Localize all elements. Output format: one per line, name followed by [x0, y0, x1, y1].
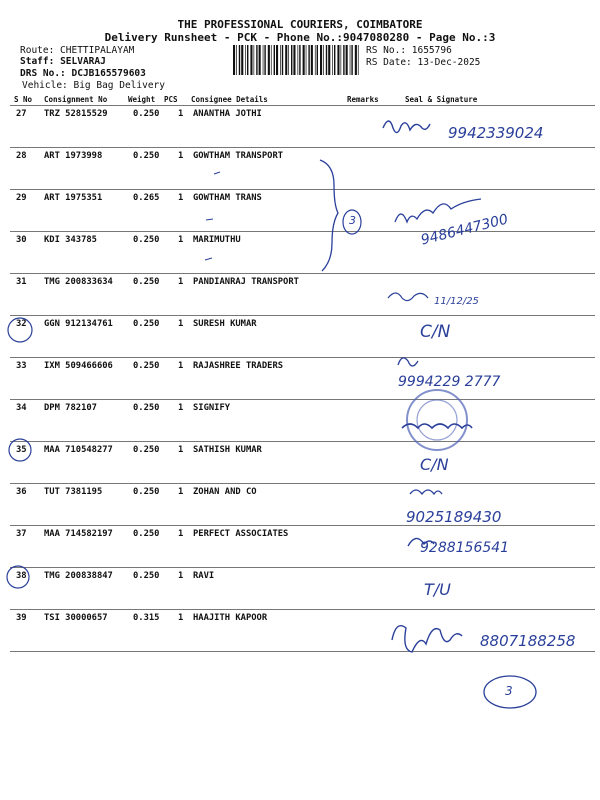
row-consignment-no: MAA 710548277: [44, 445, 113, 455]
row-pcs: 1: [178, 571, 184, 581]
phone-39: 8807188258: [480, 632, 576, 650]
phone-27: 9942339024: [448, 124, 544, 142]
row-consignee: SATHISH KUMAR: [193, 445, 262, 455]
row-sno: 27: [16, 109, 27, 119]
row-weight: 0.250: [133, 361, 160, 371]
vehicle-label: Vehicle: Big Bag Delivery: [22, 80, 165, 91]
staff-value: SELVARAJ: [60, 56, 106, 67]
row-sno: 33: [16, 361, 27, 371]
row-pcs: 1: [178, 613, 184, 623]
row-consignment-no: KDI 343785: [44, 235, 97, 245]
row-consignment-no: GGN 912134761: [44, 319, 113, 329]
row-sno: 34: [16, 403, 27, 413]
row-weight: 0.250: [133, 109, 160, 119]
company-title: THE PROFESSIONAL COURIERS, COIMBATORE: [177, 18, 423, 31]
signature-31: [388, 293, 428, 301]
row-sno: 37: [16, 529, 27, 539]
row-consignment-no: DPM 782107: [44, 403, 97, 413]
row-consignee: SURESH KUMAR: [193, 319, 257, 329]
row-weight: 0.315: [133, 613, 160, 623]
row-pcs: 1: [178, 319, 184, 329]
row-38-circle: [7, 566, 29, 588]
runsheet-subtitle: Delivery Runsheet - PCK - Phone No.:9047080280 - Page No.:3: [104, 31, 496, 44]
row-pcs: 1: [178, 193, 184, 203]
row-consignee: GOWTHAM TRANSPORT: [193, 151, 284, 161]
row-consignee: ZOHAN AND CO: [193, 487, 257, 497]
column-header-consignee: Consignee Details: [191, 95, 268, 104]
group-count: 3: [349, 214, 356, 227]
row-weight: 0.250: [133, 319, 160, 329]
row-consignee: PERFECT ASSOCIATES: [193, 529, 289, 539]
row-consignment-no: MAA 714582197: [44, 529, 113, 539]
row-pcs: 1: [178, 361, 184, 371]
row-pcs: 1: [178, 151, 184, 161]
row-pcs: 1: [178, 403, 184, 413]
row-consignee: HAAJITH KAPOOR: [193, 613, 268, 623]
row-pcs: 1: [178, 235, 184, 245]
row-consignment-no: ART 1973998: [44, 151, 103, 161]
row-sno: 29: [16, 193, 27, 203]
signature-29: [395, 199, 481, 222]
row-35-circle: [9, 439, 31, 461]
note-32: C/N: [420, 322, 451, 342]
row-consignment-no: IXM 509466606: [44, 361, 113, 371]
phone-36: 9025189430: [406, 508, 502, 526]
row-pcs: 1: [178, 109, 184, 119]
row-sno: 39: [16, 613, 27, 623]
rs-number: RS No.: 1655796: [366, 45, 452, 56]
row-consignee: MARIMUTHU: [193, 235, 241, 245]
row-consignee: GOWTHAM TRANS: [193, 193, 262, 203]
date-31: 11/12/25: [434, 296, 479, 307]
rs-date: RS Date: 13-Dec-2025: [366, 57, 481, 68]
company-seal: [407, 390, 467, 450]
row-pcs: 1: [178, 277, 184, 287]
row-consignment-no: TUT 7381195: [44, 487, 103, 497]
row-weight: 0.265: [133, 193, 160, 203]
row-consignee: SIGNIFY: [193, 403, 231, 413]
row-consignee: ANANTHA JOTHI: [193, 109, 262, 119]
column-header-pcs: PCS: [164, 95, 178, 104]
tick-marks: [205, 172, 220, 260]
column-header-remarks: Remarks: [347, 95, 379, 104]
row-sno: 32: [16, 319, 27, 329]
row-consignment-no: ART 1975351: [44, 193, 103, 203]
row-consignee: RAJASHREE TRADERS: [193, 361, 284, 371]
signature-33: [398, 358, 418, 366]
row-sno: 28: [16, 151, 27, 161]
route-label: Route: CHETTIPALAYAM: [20, 45, 135, 56]
row-sno: 35: [16, 445, 27, 455]
page-count: 3: [505, 684, 513, 698]
row-consignee: RAVI: [193, 571, 215, 581]
row-consignment-no: TSI 30000657: [44, 613, 108, 623]
phone-37: 9288156541: [420, 540, 510, 556]
signature-34: [402, 424, 472, 428]
signature-27: [383, 121, 430, 133]
note-38: T/U: [424, 580, 451, 599]
signature-36: [410, 490, 442, 494]
note-35: C/N: [420, 455, 449, 474]
row-weight: 0.250: [133, 529, 160, 539]
row-weight: 0.250: [133, 445, 160, 455]
row-weight: 0.250: [133, 151, 160, 161]
drs-label: DRS No.:: [20, 68, 66, 79]
staff-label: Staff:: [20, 56, 55, 67]
group-bracket: [320, 160, 338, 271]
row-sno: 31: [16, 277, 27, 287]
column-header-consignment: Consignment No: [44, 95, 108, 104]
column-header-sno: S No: [14, 95, 33, 104]
row-consignment-no: TRZ 52815529: [44, 109, 108, 119]
drs-value: DCJB165579603: [71, 68, 146, 79]
row-sno: 38: [16, 571, 27, 581]
row-sno: 30: [16, 235, 27, 245]
signature-39: [392, 626, 462, 652]
row-weight: 0.250: [133, 235, 160, 245]
row-sno: 36: [16, 487, 27, 497]
row-pcs: 1: [178, 445, 184, 455]
row-weight: 0.250: [133, 571, 160, 581]
row-pcs: 1: [178, 529, 184, 539]
row-consignment-no: TMG 200833634: [44, 277, 113, 287]
row-weight: 0.250: [133, 487, 160, 497]
row-weight: 0.250: [133, 403, 160, 413]
row-consignee: PANDIANRAJ TRANSPORT: [193, 277, 299, 287]
row-pcs: 1: [178, 487, 184, 497]
row-32-circle: [8, 318, 32, 342]
phone-29: 9486447300: [419, 211, 510, 249]
column-header-weight: Weight: [128, 95, 156, 104]
column-header-seal-signature: Seal & Signature: [405, 95, 478, 104]
row-weight: 0.250: [133, 277, 160, 287]
row-consignment-no: TMG 200838847: [44, 571, 113, 581]
phone-33: 9994229 2777: [398, 374, 501, 390]
